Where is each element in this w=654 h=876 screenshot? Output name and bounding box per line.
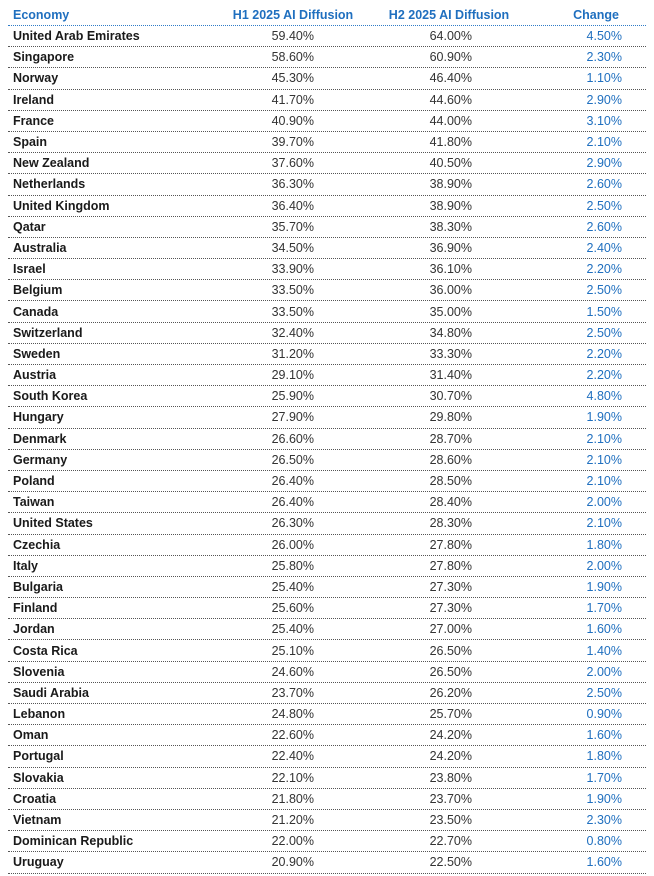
h1-diffusion-cell: 22.00%	[271, 834, 314, 849]
table-row	[8, 852, 646, 873]
table-row	[8, 789, 646, 810]
h1-diffusion-cell: 37.60%	[271, 156, 314, 171]
economy-cell: United Kingdom	[13, 198, 110, 213]
change-cell: 4.80%	[586, 389, 622, 404]
table-row	[8, 68, 646, 89]
economy-cell: France	[13, 113, 54, 128]
h2-diffusion-cell: 23.80%	[429, 770, 472, 785]
h2-diffusion-cell: 41.80%	[429, 135, 472, 150]
h2-diffusion-cell: 25.70%	[429, 707, 472, 722]
economy-cell: Switzerland	[13, 325, 83, 340]
change-cell: 1.40%	[586, 643, 622, 658]
h2-diffusion-cell: 24.20%	[429, 749, 472, 764]
change-cell: 2.50%	[586, 283, 622, 298]
change-cell: 2.00%	[586, 558, 622, 573]
header-change: Change	[573, 7, 619, 22]
change-cell: 2.90%	[586, 92, 622, 107]
table-row	[8, 683, 646, 704]
table-row	[8, 365, 646, 386]
h2-diffusion-cell: 22.70%	[429, 834, 472, 849]
h2-diffusion-cell: 27.30%	[429, 601, 472, 616]
table-row	[8, 619, 646, 640]
change-cell: 3.10%	[586, 113, 622, 128]
h1-diffusion-cell: 33.90%	[271, 262, 314, 277]
h1-diffusion-cell: 33.50%	[271, 283, 314, 298]
economy-cell: Canada	[13, 304, 59, 319]
h1-diffusion-cell: 31.20%	[271, 346, 314, 361]
economy-cell: United States	[13, 516, 93, 531]
economy-cell: Croatia	[13, 791, 57, 806]
economy-cell: Ireland	[13, 92, 54, 107]
h2-diffusion-cell: 60.90%	[429, 50, 472, 65]
table-row	[8, 323, 646, 344]
economy-cell: Costa Rica	[13, 643, 78, 658]
economy-cell: Norway	[13, 71, 59, 86]
change-cell: 0.90%	[586, 707, 622, 722]
table-row	[8, 662, 646, 683]
h2-diffusion-cell: 44.00%	[429, 113, 472, 128]
table-row	[8, 429, 646, 450]
economy-cell: Poland	[13, 474, 55, 489]
table-row	[8, 704, 646, 725]
economy-cell: Italy	[13, 558, 39, 573]
table-row	[8, 492, 646, 513]
h1-diffusion-cell: 34.50%	[271, 240, 314, 255]
h2-diffusion-cell: 23.70%	[429, 791, 472, 806]
economy-cell: Germany	[13, 452, 68, 467]
change-cell: 2.30%	[586, 50, 622, 65]
h1-diffusion-cell: 40.90%	[271, 113, 314, 128]
economy-cell: Lebanon	[13, 707, 66, 722]
table-row	[8, 831, 646, 852]
h1-diffusion-cell: 22.60%	[271, 728, 314, 743]
h2-diffusion-cell: 36.00%	[429, 283, 472, 298]
change-cell: 1.80%	[586, 537, 622, 552]
economy-cell: Singapore	[13, 50, 75, 65]
h1-diffusion-cell: 23.70%	[271, 685, 314, 700]
h1-diffusion-cell: 25.10%	[271, 643, 314, 658]
h2-diffusion-cell: 28.30%	[429, 516, 472, 531]
table-header	[8, 4, 646, 26]
economy-cell: Belgium	[13, 283, 63, 298]
h2-diffusion-cell: 28.40%	[429, 495, 472, 510]
change-cell: 1.60%	[586, 622, 622, 637]
table-row	[8, 577, 646, 598]
change-cell: 2.00%	[586, 664, 622, 679]
change-cell: 2.30%	[586, 813, 622, 828]
h1-diffusion-cell: 27.90%	[271, 410, 314, 425]
change-cell: 2.10%	[586, 135, 622, 150]
h2-diffusion-cell: 28.50%	[429, 474, 472, 489]
table-row	[8, 196, 646, 217]
table-row	[8, 153, 646, 174]
table-row	[8, 90, 646, 111]
change-cell: 2.60%	[586, 177, 622, 192]
table-row	[8, 746, 646, 767]
h2-diffusion-cell: 27.80%	[429, 558, 472, 573]
header-h2-diffusion: H2 2025 AI Diffusion	[388, 7, 510, 22]
economy-cell: Israel	[13, 262, 46, 277]
table-row	[8, 280, 646, 301]
h1-diffusion-cell: 20.90%	[271, 855, 314, 870]
h2-diffusion-cell: 31.40%	[429, 368, 472, 383]
h1-diffusion-cell: 24.80%	[271, 707, 314, 722]
h1-diffusion-cell: 22.40%	[271, 749, 314, 764]
h1-diffusion-cell: 25.40%	[271, 579, 314, 594]
h1-diffusion-cell: 26.40%	[271, 495, 314, 510]
economy-cell: Vietnam	[13, 813, 62, 828]
table-row	[8, 725, 646, 746]
h2-diffusion-cell: 35.00%	[429, 304, 472, 319]
change-cell: 2.50%	[586, 685, 622, 700]
h2-diffusion-cell: 27.00%	[429, 622, 472, 637]
economy-cell: Jordan	[13, 622, 55, 637]
change-cell: 2.10%	[586, 431, 622, 446]
h1-diffusion-cell: 26.40%	[271, 474, 314, 489]
table-row	[8, 556, 646, 577]
h2-diffusion-cell: 27.80%	[429, 537, 472, 552]
economy-cell: Taiwan	[13, 495, 55, 510]
h2-diffusion-cell: 27.30%	[429, 579, 472, 594]
h2-diffusion-cell: 30.70%	[429, 389, 472, 404]
h1-diffusion-cell: 41.70%	[271, 92, 314, 107]
change-cell: 0.80%	[586, 834, 622, 849]
change-cell: 2.10%	[586, 474, 622, 489]
h1-diffusion-cell: 25.40%	[271, 622, 314, 637]
economy-cell: Sweden	[13, 346, 61, 361]
table-row	[8, 174, 646, 195]
table-row	[8, 598, 646, 619]
table-row	[8, 386, 646, 407]
h1-diffusion-cell: 26.30%	[271, 516, 314, 531]
change-cell: 2.20%	[586, 346, 622, 361]
economy-cell: Australia	[13, 240, 67, 255]
h1-diffusion-cell: 58.60%	[271, 50, 314, 65]
change-cell: 2.40%	[586, 240, 622, 255]
header-h1-diffusion: H1 2025 AI Diffusion	[232, 7, 354, 22]
h2-diffusion-cell: 34.80%	[429, 325, 472, 340]
change-cell: 1.70%	[586, 770, 622, 785]
table-row	[8, 301, 646, 322]
change-cell: 1.90%	[586, 791, 622, 806]
h2-diffusion-cell: 29.80%	[429, 410, 472, 425]
table-row	[8, 259, 646, 280]
h1-diffusion-cell: 25.80%	[271, 558, 314, 573]
change-cell: 2.90%	[586, 156, 622, 171]
h2-diffusion-cell: 36.10%	[429, 262, 472, 277]
change-cell: 2.00%	[586, 495, 622, 510]
change-cell: 1.60%	[586, 855, 622, 870]
h2-diffusion-cell: 26.50%	[429, 643, 472, 658]
h2-diffusion-cell: 28.60%	[429, 452, 472, 467]
h2-diffusion-cell: 36.90%	[429, 240, 472, 255]
change-cell: 2.60%	[586, 219, 622, 234]
h2-diffusion-cell: 22.50%	[429, 855, 472, 870]
h1-diffusion-cell: 36.40%	[271, 198, 314, 213]
h1-diffusion-cell: 59.40%	[271, 29, 314, 44]
h2-diffusion-cell: 24.20%	[429, 728, 472, 743]
h2-diffusion-cell: 33.30%	[429, 346, 472, 361]
h1-diffusion-cell: 26.00%	[271, 537, 314, 552]
economy-cell: Denmark	[13, 431, 67, 446]
h2-diffusion-cell: 38.30%	[429, 219, 472, 234]
h1-diffusion-cell: 45.30%	[271, 71, 314, 86]
table-row	[8, 513, 646, 534]
table-row	[8, 810, 646, 831]
economy-cell: Hungary	[13, 410, 64, 425]
h1-diffusion-cell: 35.70%	[271, 219, 314, 234]
economy-cell: Qatar	[13, 219, 46, 234]
change-cell: 2.50%	[586, 325, 622, 340]
economy-cell: Finland	[13, 601, 58, 616]
change-cell: 1.80%	[586, 749, 622, 764]
change-cell: 2.20%	[586, 262, 622, 277]
h1-diffusion-cell: 26.50%	[271, 452, 314, 467]
h1-diffusion-cell: 21.80%	[271, 791, 314, 806]
table-row	[8, 768, 646, 789]
economy-cell: Portugal	[13, 749, 64, 764]
table-row	[8, 344, 646, 365]
economy-cell: Dominican Republic	[13, 834, 134, 849]
economy-cell: Austria	[13, 368, 57, 383]
change-cell: 2.50%	[586, 198, 622, 213]
economy-cell: Spain	[13, 135, 48, 150]
economy-cell: Oman	[13, 728, 49, 743]
table-row	[8, 111, 646, 132]
h2-diffusion-cell: 64.00%	[429, 29, 472, 44]
table-row	[8, 471, 646, 492]
change-cell: 2.10%	[586, 516, 622, 531]
economy-cell: Netherlands	[13, 177, 86, 192]
table-row	[8, 26, 646, 47]
table-row	[8, 238, 646, 259]
change-cell: 4.50%	[586, 29, 622, 44]
h2-diffusion-cell: 28.70%	[429, 431, 472, 446]
table-row	[8, 450, 646, 471]
h1-diffusion-cell: 32.40%	[271, 325, 314, 340]
h2-diffusion-cell: 44.60%	[429, 92, 472, 107]
change-cell: 1.50%	[586, 304, 622, 319]
h1-diffusion-cell: 26.60%	[271, 431, 314, 446]
h1-diffusion-cell: 25.90%	[271, 389, 314, 404]
table-row	[8, 132, 646, 153]
table-row	[8, 407, 646, 428]
economy-cell: South Korea	[13, 389, 88, 404]
h1-diffusion-cell: 39.70%	[271, 135, 314, 150]
table-row	[8, 217, 646, 238]
header-economy: Economy	[13, 7, 70, 22]
h2-diffusion-cell: 23.50%	[429, 813, 472, 828]
h2-diffusion-cell: 26.50%	[429, 664, 472, 679]
table-row	[8, 535, 646, 556]
change-cell: 2.20%	[586, 368, 622, 383]
economy-cell: Czechia	[13, 537, 61, 552]
h1-diffusion-cell: 22.10%	[271, 770, 314, 785]
h1-diffusion-cell: 29.10%	[271, 368, 314, 383]
h2-diffusion-cell: 26.20%	[429, 685, 472, 700]
h2-diffusion-cell: 46.40%	[429, 71, 472, 86]
economy-cell: Slovenia	[13, 664, 65, 679]
change-cell: 1.10%	[586, 71, 622, 86]
economy-cell: New Zealand	[13, 156, 90, 171]
table-row	[8, 640, 646, 661]
h2-diffusion-cell: 40.50%	[429, 156, 472, 171]
h1-diffusion-cell: 21.20%	[271, 813, 314, 828]
economy-cell: Slovakia	[13, 770, 64, 785]
change-cell: 1.90%	[586, 410, 622, 425]
change-cell: 1.70%	[586, 601, 622, 616]
h1-diffusion-cell: 33.50%	[271, 304, 314, 319]
economy-cell: Bulgaria	[13, 579, 64, 594]
h1-diffusion-cell: 36.30%	[271, 177, 314, 192]
economy-cell: Saudi Arabia	[13, 685, 89, 700]
economy-cell: Uruguay	[13, 855, 64, 870]
change-cell: 1.90%	[586, 579, 622, 594]
change-cell: 1.60%	[586, 728, 622, 743]
diffusion-table	[8, 4, 646, 874]
table-row	[8, 47, 646, 68]
change-cell: 2.10%	[586, 452, 622, 467]
h1-diffusion-cell: 24.60%	[271, 664, 314, 679]
economy-cell: United Arab Emirates	[13, 29, 140, 44]
table-body	[8, 26, 646, 874]
h2-diffusion-cell: 38.90%	[429, 177, 472, 192]
h2-diffusion-cell: 38.90%	[429, 198, 472, 213]
h1-diffusion-cell: 25.60%	[271, 601, 314, 616]
